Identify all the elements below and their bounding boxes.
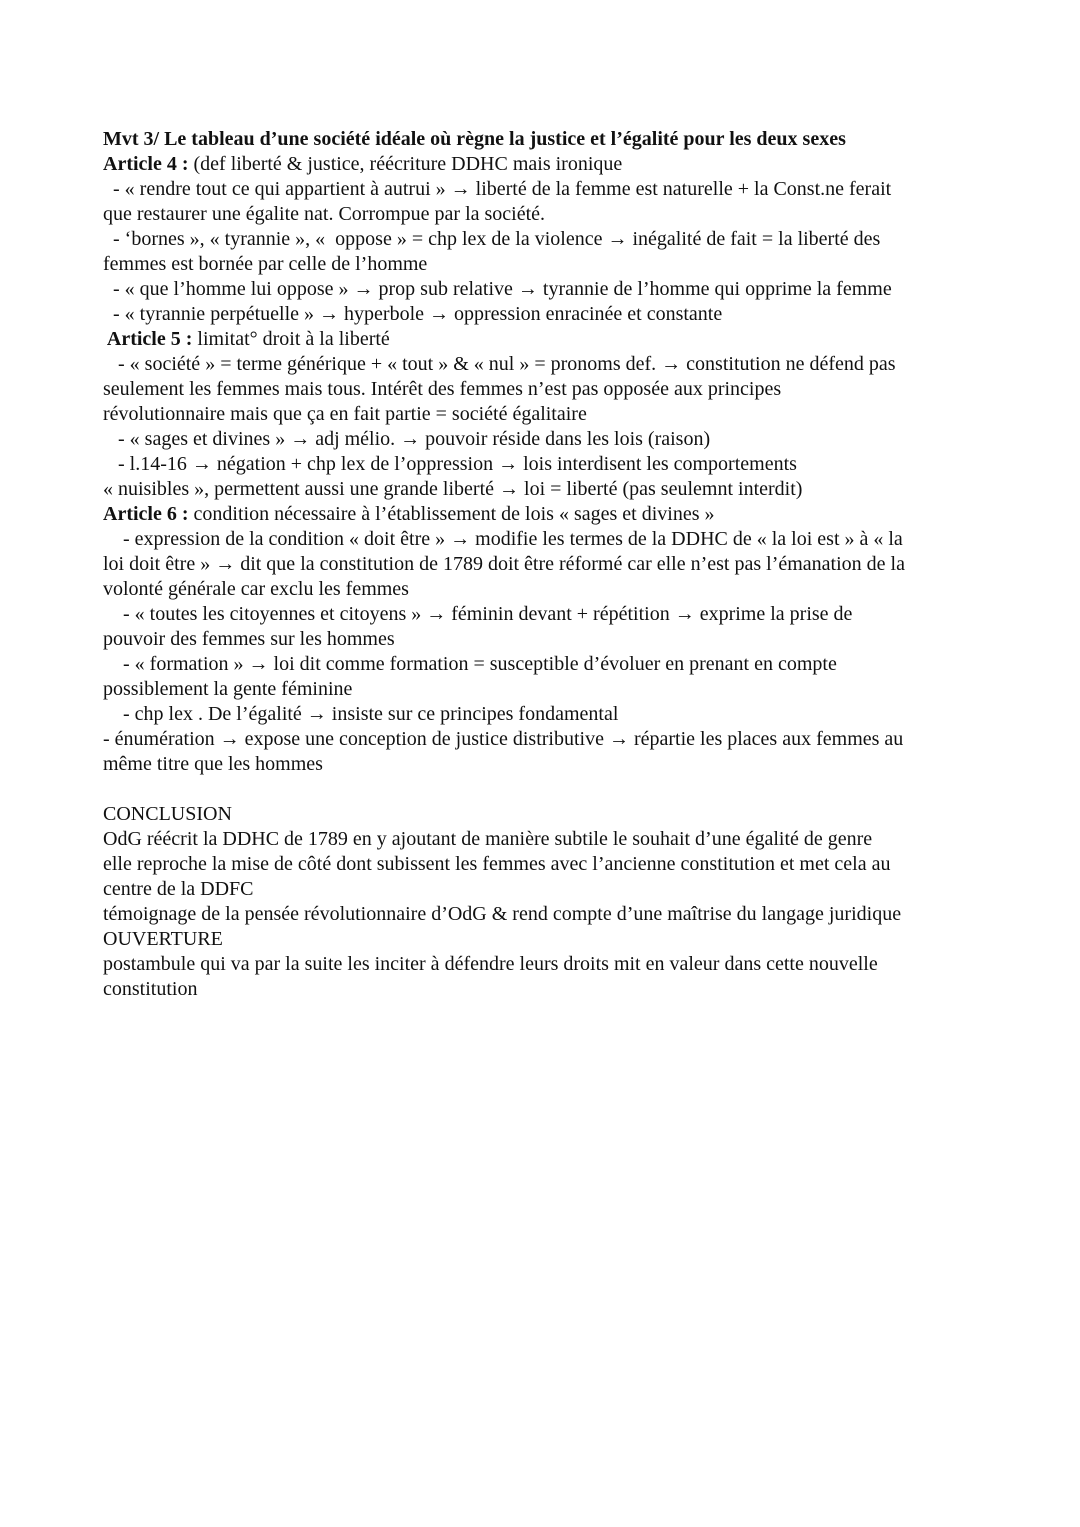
- article-6-line: - « toutes les citoyennes et citoyens » → féminin devant + répétition → exprime la prise de: [103, 603, 853, 625]
- conclusion-title: CONCLUSION: [103, 803, 232, 825]
- article-6-line: loi doit être » → dit que la constitution de 1789 doit être réformé car elle n’est pas l’émanation de la: [103, 553, 905, 575]
- article-4-line: que restaurer une égalite nat. Corrompue par la société.: [103, 203, 546, 225]
- article-6-line: pouvoir des femmes sur les hommes: [103, 628, 395, 650]
- article-4-intro: (def liberté & justice, réécriture DDHC mais ironique: [188, 153, 623, 175]
- article-5-line: « nuisibles », permettent aussi une grande liberté → loi = liberté (pas seulemnt interdit): [103, 478, 803, 500]
- ouverture-line: postambule qui va par la suite les inciter à défendre leurs droits mit en valeur dans cette nouvelle: [103, 953, 878, 975]
- ouverture-line: constitution: [103, 978, 198, 1000]
- article-5-heading: [103, 327, 983, 352]
- article-6-line: possiblement la gente féminine: [103, 678, 353, 700]
- article-4-line: - ‘bornes », « tyrannie », « oppose » = chp lex de la violence → inégalité de fait = la liberté des: [103, 228, 881, 250]
- article-5-line: révolutionnaire mais que ça en fait partie = société égalitaire: [103, 403, 587, 425]
- article-6-line: volonté générale car exclu les femmes: [103, 578, 409, 600]
- article-6-line: même titre que les hommes: [103, 753, 323, 775]
- article-6-heading: [103, 502, 983, 527]
- article-5-label: Article 5 :: [103, 328, 193, 350]
- article-4-label: Article 4 :: [103, 153, 189, 175]
- conclusion-line: OdG réécrit la DDHC de 1789 en y ajoutant de manière subtile le souhait d’une égalité de genre: [103, 828, 873, 850]
- article-4-line: - « que l’homme lui oppose » → prop sub relative → tyrannie de l’homme qui opprime la femme: [103, 278, 892, 300]
- movement-heading: Mvt 3/ Le tableau d’une société idéale où règne la justice et l’égalité pour les deux sexes: [103, 128, 846, 150]
- article-5-line: - « sages et divines » → adj mélio. → pouvoir réside dans les lois (raison): [103, 428, 711, 450]
- article-6-label: Article 6 :: [103, 503, 189, 525]
- article-4-line: femmes est bornée par celle de l’homme: [103, 253, 428, 275]
- article-6-line: - énumération → expose une conception de justice distributive → répartie les places aux femmes au: [103, 728, 904, 750]
- article-5-line: - l.14-16 → négation + chp lex de l’oppression → lois interdisent les comportements: [103, 453, 797, 475]
- document-page: [103, 127, 983, 1002]
- conclusion-line: témoignage de la pensée révolutionnaire d’OdG & rend compte d’une maîtrise du langage juridique: [103, 903, 902, 925]
- article-6-intro: condition nécessaire à l’établissement de lois « sages et divines »: [188, 503, 715, 525]
- article-4-line: - « tyrannie perpétuelle » → hyperbole → oppression enracinée et constante: [103, 303, 723, 325]
- article-5-line: seulement les femmes mais tous. Intérêt des femmes n’est pas opposée aux principes: [103, 378, 782, 400]
- section-spacer: [103, 777, 983, 802]
- article-5-intro: limitat° droit à la liberté: [192, 328, 390, 350]
- article-4-line: - « rendre tout ce qui appartient à autrui » → liberté de la femme est naturelle + la Const.ne ferait: [103, 178, 892, 200]
- article-6-line: - expression de la condition « doit être » → modifie les termes de la DDHC de « la loi est » à « la: [103, 528, 903, 550]
- ouverture-title: OUVERTURE: [103, 928, 223, 950]
- article-4-heading: [103, 152, 983, 177]
- article-5-line: - « société » = terme générique + « tout » & « nul » = pronoms def. → constitution ne défend pas: [103, 353, 896, 375]
- conclusion-line: centre de la DDFC: [103, 878, 254, 900]
- article-6-line: - chp lex . De l’égalité → insiste sur ce principes fondamental: [103, 703, 619, 725]
- article-6-line: - « formation » → loi dit comme formation = susceptible d’évoluer en prenant en compte: [103, 653, 837, 675]
- conclusion-line: elle reproche la mise de côté dont subissent les femmes avec l’ancienne constitution et met cela au: [103, 853, 891, 875]
